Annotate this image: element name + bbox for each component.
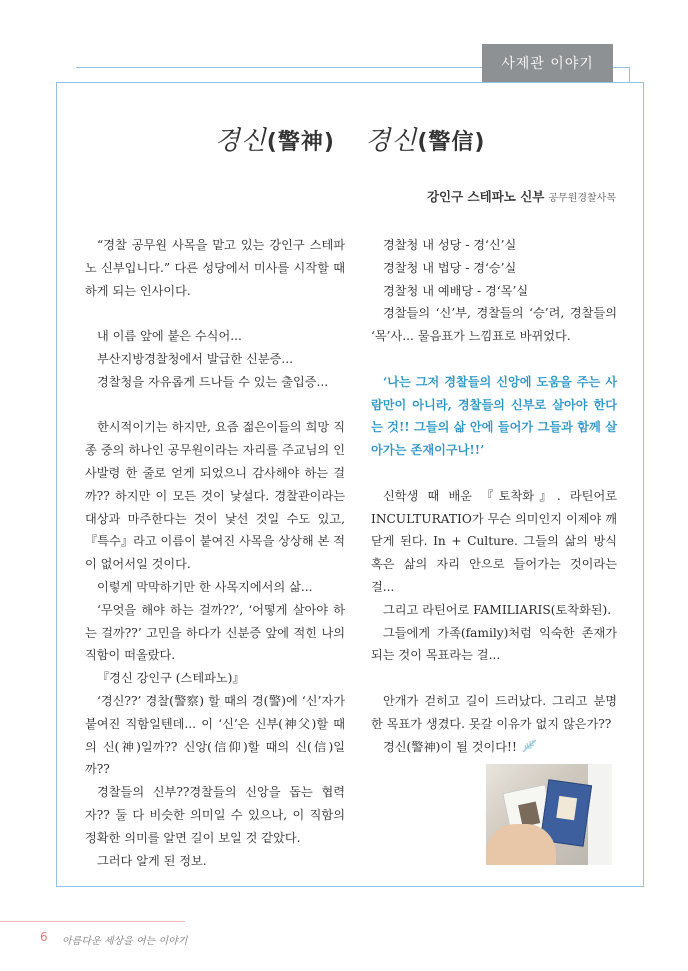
- footer-magazine-title: 아름다운 세상을 여는 이야기: [62, 936, 188, 947]
- left_column-paragraph: 부산지방경찰청에서 발급한 신분증...: [97, 351, 293, 366]
- author-org: 공무원경찰사목: [548, 193, 616, 204]
- title-part2-script: 경신: [365, 126, 418, 156]
- quill-icon: [521, 739, 537, 753]
- title-part1-script: 경신: [214, 126, 267, 156]
- right_column-paragraph: 그리고 라틴어로 FAMILIARIS(토착화된).: [383, 602, 612, 617]
- left_column-paragraph: “경찰 공무원 사목을 맡고 있는 강인구 스테파노 신부입니다.” 다른 성당에서 미사를 시작할 때 하게 되는 인사이다.: [85, 238, 345, 298]
- photo-id-face: [518, 801, 540, 826]
- left_column-paragraph: 경찰청을 자유롭게 드나들 수 있는 출입증...: [97, 374, 329, 389]
- page-number: 6: [40, 930, 48, 944]
- left_column-paragraph: 그러다 알게 된 정보.: [97, 853, 207, 868]
- section-tab: 사제관 이야기: [482, 44, 613, 82]
- left_column-paragraph: ‘무엇을 해야 하는 걸까??’, ‘어떻게 살아야 하는 걸까??’ 고민을 하다가 신분증 앞에 적힌 나의 직함이 떠올랐다.: [85, 602, 345, 663]
- left_column-paragraph: 내 이름 앞에 붙은 수식어...: [97, 329, 242, 344]
- left_column-paragraph: ‘경신??’ 경찰(警察) 할 때의 경(警)에 ‘신’자가 붙여진 직함일텐데... 이 ‘신’은 신부(神父)할 때의 신(神)일까?? 신앙(信仰)할 때의 신(信)일까??: [85, 693, 345, 777]
- page-title: [56, 120, 644, 157]
- title-part1-hanja: (警神): [266, 130, 335, 155]
- id-cards-photo: [486, 764, 612, 865]
- photo-access-face: [556, 796, 577, 820]
- photo-window: [588, 764, 612, 865]
- left_column-paragraph: 한시적이기는 하지만, 요즘 젊은이들의 희망 직종 중의 하나인 공무원이라는 자리를 주교님의 인사발령 한 줄로 얻게 되었으니 감사해야 하는 걸까?? 하지만 이 모든 것이 낯설다. 경찰관이라는 대상과 마주한다는 것이 낯선 것일 수도 있고, 『특수』라고 이름이 붙여진 사목을 상상해 본 적이 없어서일 것이다.: [85, 420, 345, 572]
- author-name: 강인구 스테파노 신부: [426, 189, 545, 204]
- right-column: [371, 234, 617, 758]
- right_column-paragraph: 신학생 때 배운 『토착화』. 라틴어로 INCULTURATIO가 무슨 의미인지 이제야 깨닫게 된다. In + Culture. 그들의 삶의 방식 혹은 삶의 자리 안으로 들어가는 것이라는 걸...: [371, 488, 617, 594]
- right_column-paragraph: 경찰청 내 법당 - 경‘승’실: [383, 260, 517, 275]
- right_column-paragraph: 안개가 걷히고 길이 드러났다. 그리고 분명한 목표가 생겼다. 못갈 이유가 없지 않은가??: [371, 693, 617, 731]
- right_column-paragraph: 경찰들의 ‘신’부, 경찰들의 ‘승’려, 경찰들의 ‘목’사... 물음표가 느낌표로 바뀌었다.: [371, 306, 617, 344]
- right_column-paragraph: 그들에게 가족(family)처럼 익숙한 존재가 되는 것이 목표라는 걸...: [371, 625, 617, 663]
- left_column-paragraph: 『경신 강인구 (스테파노)』: [97, 671, 245, 686]
- right_column-paragraph: ‘나는 그저 경찰들의 신앙에 도움을 주는 사람만이 아니라, 경찰들의 신부로 살아야 한다는 것!! 그들의 삶 안에 들어가 그들과 함께 살아가는 존재이구나!!’: [371, 374, 617, 458]
- byline: [427, 187, 616, 205]
- title-part2-hanja: (警信): [417, 130, 486, 155]
- right_column-paragraph: 경신(警神)이 될 것이다!!: [371, 736, 617, 759]
- left-column: [85, 234, 345, 872]
- footer-divider: [0, 921, 185, 922]
- left_column-paragraph: 이렇게 막막하기만 한 사목지에서의 삶...: [97, 579, 313, 594]
- left_column-paragraph: 경찰들의 신부??경찰들의 신앙을 돕는 협력자?? 둘 다 비슷한 의미일 수 있으나, 이 직함의 정확한 의미를 알면 길이 보일 것 같았다.: [85, 785, 345, 845]
- right_column-paragraph: 경찰청 내 예배당 - 경‘목’실: [383, 283, 529, 298]
- right_column-paragraph: 경찰청 내 성당 - 경‘신’실: [383, 238, 517, 252]
